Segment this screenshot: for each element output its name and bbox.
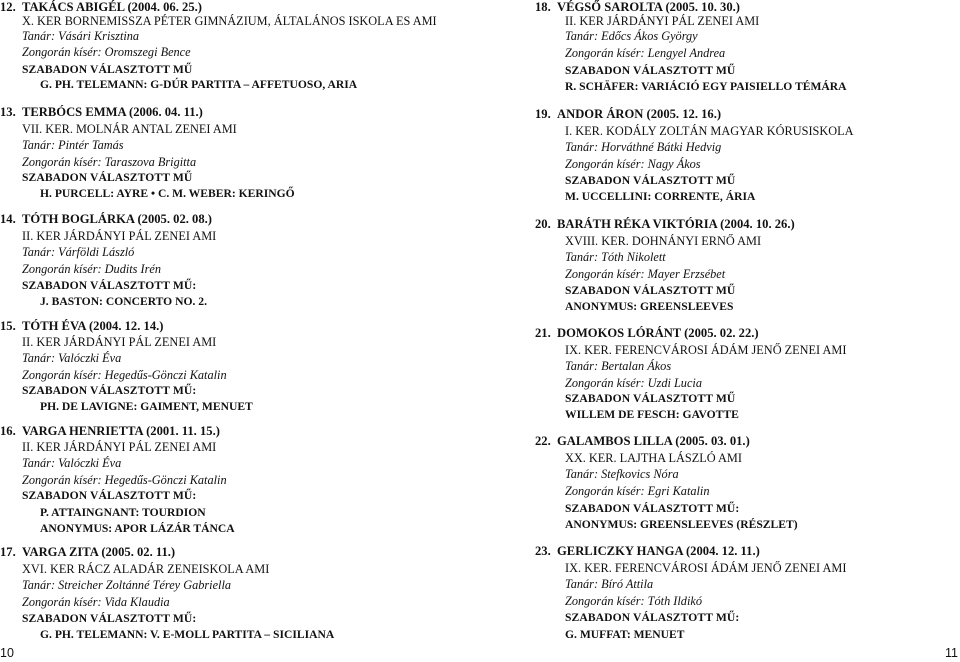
entry-institution: XVIII. KER. DOHNÁNYI ERNŐ AMI — [565, 234, 762, 248]
entry-heading — [535, 544, 760, 558]
entry-heading — [0, 0, 202, 14]
entry-label: SZABADON VÁLASZTOTT MŰ: — [22, 279, 197, 292]
entry-teacher: Tanár: Valóczki Éva — [22, 351, 122, 365]
entry-accompanist: Zongorán kísér: Hegedűs-Gönczi Katalin — [22, 473, 227, 487]
entry-institution: II. KER JÁRDÁNYI PÁL ZENEI AMI — [22, 229, 217, 243]
entry-number: 14. — [0, 212, 16, 226]
entry-name: ANDOR ÁRON (2005. 12. 16.) — [557, 107, 722, 121]
entry-number: 12. — [0, 0, 16, 14]
entry-piece: G. MUFFAT: MENUET — [565, 628, 685, 641]
entry-accompanist: Zongorán kísér: Dudits Irén — [22, 262, 162, 276]
entry-heading — [0, 212, 212, 226]
entry-teacher: Tanár: Várföldi László — [22, 245, 135, 259]
entry-name: GERLICZKY HANGA (2004. 12. 11.) — [557, 544, 760, 558]
entry-institution: XX. KER. LAJTHA LÁSZLÓ AMI — [565, 451, 742, 465]
entry-heading — [0, 424, 220, 438]
entry-heading — [0, 545, 175, 559]
entry-piece-2: ANONYMUS: APOR LÁZÁR TÁNCA — [40, 522, 235, 535]
entry-label: SZABADON VÁLASZTOTT MŰ: — [565, 611, 740, 624]
entry-institution: XVI. KER RÁCZ ALADÁR ZENEISKOLA AMI — [22, 562, 270, 576]
entry-heading — [535, 0, 740, 14]
entry-piece: G. PH. TELEMANN: V. E-MOLL PARTITA – SICILIANA — [40, 628, 335, 641]
entry-number: 13. — [0, 105, 16, 119]
entry-institution: VII. KER. MOLNÁR ANTAL ZENEI AMI — [22, 122, 237, 136]
entry-teacher: Tanár: Valóczki Éva — [22, 456, 122, 470]
entry-piece: PH. DE LAVIGNE: GAIMENT, MENUET — [40, 400, 253, 413]
entry-label: SZABADON VÁLASZTOTT MŰ — [22, 63, 193, 76]
entry-teacher: Tanár: Horváthné Bátki Hedvig — [565, 140, 722, 154]
entry-piece: M. UCCELLINI: CORRENTE, ÁRIA — [565, 190, 756, 203]
entry-piece: ANONYMUS: GREENSLEEVES — [565, 300, 734, 313]
entry-accompanist: Zongorán kísér: Oromszegi Bence — [22, 45, 191, 59]
entry-teacher: Tanár: Bertalan Ákos — [565, 359, 672, 373]
entry-label: SZABADON VÁLASZTOTT MŰ: — [565, 502, 740, 515]
entry-number: 22. — [535, 434, 551, 448]
entry-name: VARGA HENRIETTA (2001. 11. 15.) — [22, 424, 220, 438]
entry-accompanist: Zongorán kísér: Egri Katalin — [565, 484, 710, 498]
entry-heading — [0, 319, 163, 333]
entry-name: TERBÓCS EMMA (2006. 04. 11.) — [22, 105, 203, 119]
entry-piece: WILLEM DE FESCH: GAVOTTE — [565, 408, 739, 421]
entry-number: 21. — [535, 326, 551, 340]
entry-name: TÓTH BOGLÁRKA (2005. 02. 08.) — [22, 212, 212, 226]
entry-institution: IX. KER. FERENCVÁROSI ÁDÁM JENŐ ZENEI AMI — [565, 343, 847, 357]
entry-accompanist: Zongorán kísér: Hegedűs-Gönczi Katalin — [22, 368, 227, 382]
entry-label: SZABADON VÁLASZTOTT MŰ — [565, 392, 736, 405]
entry-teacher: Tanár: Stefkovics Nóra — [565, 467, 679, 481]
entry-label: SZABADON VÁLASZTOTT MŰ: — [22, 384, 197, 397]
entry-name: DOMOKOS LÓRÁNT (2005. 02. 22.) — [557, 326, 759, 340]
entry-name: VARGA ZITA (2005. 02. 11.) — [22, 545, 176, 559]
entry-accompanist: Zongorán kísér: Lengyel Andrea — [565, 46, 726, 60]
entry-institution: X. KER BORNEMISSZA PÉTER GIMNÁZIUM, ÁLTALÁNOS ISKOLA ES AMI — [22, 14, 437, 28]
entry-teacher: Tanár: Tóth Nikolett — [565, 250, 666, 264]
entry-heading — [535, 434, 750, 448]
entry-name: TAKÁCS ABIGÉL (2004. 06. 25.) — [22, 0, 202, 14]
entry-piece: J. BASTON: CONCERTO NO. 2. — [40, 295, 207, 308]
entry-piece: ANONYMUS: GREENSLEEVES (RÉSZLET) — [565, 518, 798, 531]
entry-teacher: Tanár: Pintér Tamás — [22, 138, 124, 152]
entry-label: SZABADON VÁLASZTOTT MŰ: — [22, 489, 197, 502]
entry-accompanist: Zongorán kísér: Vida Klaudia — [22, 595, 170, 609]
entry-accompanist: Zongorán kísér: Taraszova Brigitta — [22, 155, 197, 169]
entry-piece: G. PH. TELEMANN: G-DÚR PARTITA – AFFETUOSO, ARIA — [40, 78, 358, 91]
entry-teacher: Tanár: Vásári Krisztina — [22, 29, 140, 43]
entry-institution: IX. KER. FERENCVÁROSI ÁDÁM JENŐ ZENEI AMI — [565, 561, 847, 575]
entry-accompanist: Zongorán kísér: Uzdi Lucia — [565, 376, 702, 390]
entry-heading — [535, 107, 721, 121]
entry-number: 17. — [0, 545, 16, 559]
entry-number: 18. — [535, 0, 551, 14]
entry-name: TÓTH ÉVA (2004. 12. 14.) — [22, 319, 164, 333]
entry-piece: H. PURCELL: AYRE • C. M. WEBER: KERINGŐ — [40, 187, 295, 200]
entry-heading — [535, 217, 795, 231]
entry-accompanist: Zongorán kísér: Tóth Ildikó — [565, 594, 702, 608]
entry-teacher: Tanár: Edőcs Ákos György — [565, 29, 698, 43]
entry-accompanist: Zongorán kísér: Mayer Erzsébet — [565, 267, 726, 281]
entry-label: SZABADON VÁLASZTOTT MŰ — [565, 174, 736, 187]
entry-number: 19. — [535, 107, 551, 121]
entry-number: 16. — [0, 424, 16, 438]
entry-institution: II. KER JÁRDÁNYI PÁL ZENEI AMI — [22, 335, 217, 349]
entry-institution: II. KER JÁRDÁNYI PÁL ZENEI AMI — [22, 440, 217, 454]
entry-name: VÉGSŐ SAROLTA (2005. 10. 30.) — [557, 0, 740, 14]
page-number-left: 10 — [0, 646, 14, 660]
page-number-right: 11 — [945, 646, 958, 660]
entry-teacher: Tanár: Streicher Zoltánné Térey Gabriella — [22, 578, 232, 592]
entry-label: SZABADON VÁLASZTOTT MŰ: — [22, 612, 197, 625]
entry-label: SZABADON VÁLASZTOTT MŰ — [565, 64, 736, 77]
entry-label: SZABADON VÁLASZTOTT MŰ — [22, 171, 193, 184]
entry-name: GALAMBOS LILLA (2005. 03. 01.) — [557, 434, 750, 448]
entry-piece: R. SCHÄFER: VARIÁCIÓ EGY PAISIELLO TÉMÁRA — [565, 80, 847, 93]
entry-institution: II. KER JÁRDÁNYI PÁL ZENEI AMI — [565, 14, 760, 28]
entry-name: BARÁTH RÉKA VIKTÓRIA (2004. 10. 26.) — [557, 217, 795, 231]
entry-number: 15. — [0, 319, 16, 333]
entry-teacher: Tanár: Bíró Attila — [565, 577, 654, 591]
entry-heading — [535, 326, 759, 340]
entry-number: 20. — [535, 217, 551, 231]
entry-institution: I. KER. KODÁLY ZOLTÁN MAGYAR KÓRUSISKOLA — [565, 124, 854, 138]
entry-accompanist: Zongorán kísér: Nagy Ákos — [565, 157, 701, 171]
entry-heading — [0, 105, 203, 119]
entry-piece: P. ATTAINGNANT: TOURDION — [40, 506, 206, 519]
entry-label: SZABADON VÁLASZTOTT MŰ — [565, 284, 736, 297]
entry-number: 23. — [535, 544, 551, 558]
